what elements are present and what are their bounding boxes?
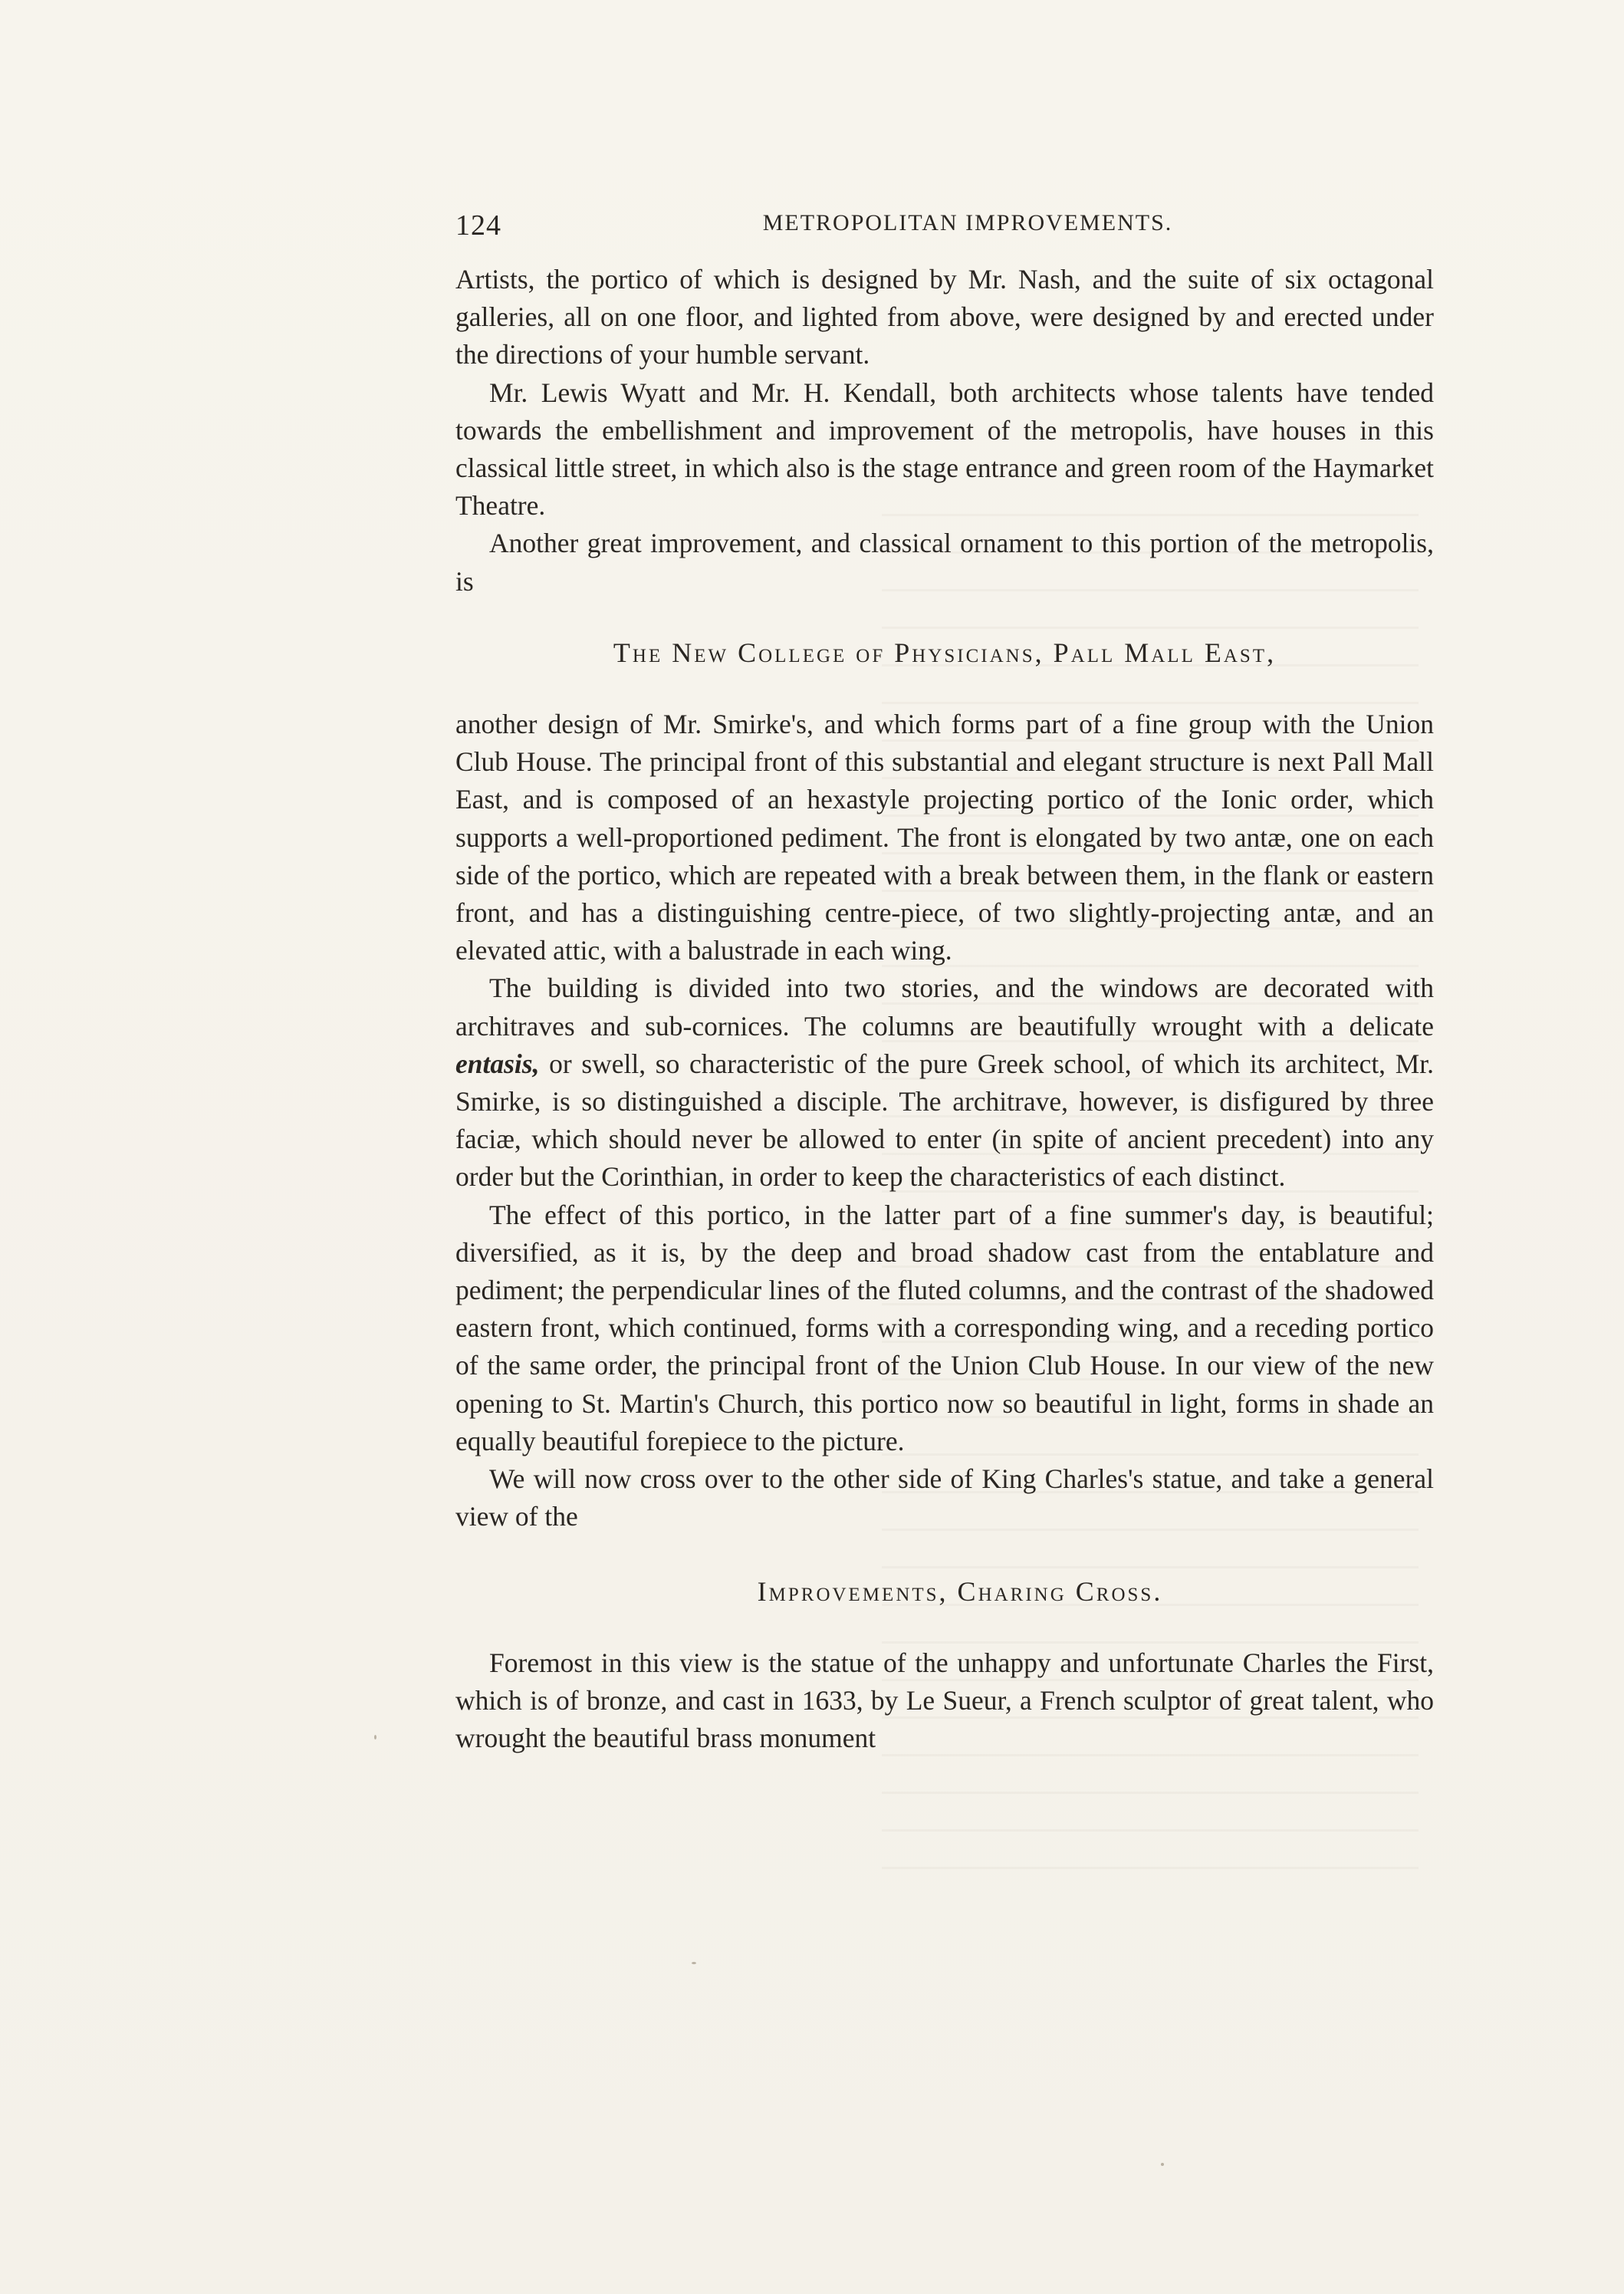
paper-speck bbox=[692, 1962, 696, 1964]
section-heading: Improvements, Charing Cross. bbox=[757, 1575, 1163, 1607]
running-title: METROPOLITAN IMPROVEMENTS. bbox=[762, 210, 1173, 235]
paper-speck bbox=[1161, 2163, 1164, 2166]
italic-term: entasis, bbox=[455, 1048, 540, 1079]
paragraph: Another great improvement, and classical ornament to this portion of the metropolis, is bbox=[455, 528, 1434, 597]
paragraph: We will now cross over to the other side of King Charles's statue, and take a general view of the bbox=[455, 1463, 1434, 1532]
text-run: or swell, so characteristic of the pure Greek school, of which its architect, Mr. Smirke, is so distinguished a disciple. The architrave, however, is disfigured by three faciæ, which should never be allowed to enter (in spite of ancient precedent) into any order but the Corinthian, in order to keep the characteristics of each distinct. bbox=[455, 1048, 1434, 1193]
paper-speck bbox=[374, 1735, 376, 1739]
paragraph: The effect of this portico, in the latter part of a fine summer's day, is beautiful; diversified, as it is, by the deep and broad shadow cast from the entablature and pediment; the perpendicular lines of the fluted columns, and the contrast of the shadowed eastern front, which continued, forms with a corresponding wing, and a receding portico of the same order, the principal front of the Union Club House. In our view of the new opening to St. Martin's Church, this portico now so beautiful in light, forms in shade an equally beautiful forepiece to the picture. bbox=[455, 1199, 1434, 1456]
paragraph: Foremost in this view is the statue of the unhappy and unfortunate Charles the First, which is of bronze, and cast in 1633, by Le Sueur, a French sculptor of great talent, who wrought the beautiful brass monument bbox=[455, 1647, 1434, 1754]
page-number: 124 bbox=[455, 209, 501, 242]
section-heading: The New College of Physicians, Pall Mall East, bbox=[613, 637, 1277, 668]
paragraph: Artists, the portico of which is designed by Mr. Nash, and the suite of six octagonal galleries, all on one floor, and lighted from above, were designed by and erected under the directions of your humble servant. bbox=[455, 264, 1434, 370]
paragraph: another design of Mr. Smirke's, and which forms part of a fine group with the Union Club House. The principal front of this substantial and elegant structure is next Pall Mall East, and is composed of an hexastyle projecting portico of the Ionic order, which supports a well-proportioned pediment. The front is elongated by two antæ, one on each side of the portico, which are repeated with a break between them, in the flank or eastern front, and has a distinguishing centre-piece, of two slightly-projecting antæ, and an elevated attic, with a balustrade in each wing. bbox=[455, 709, 1434, 966]
page-header bbox=[455, 209, 1434, 247]
text-run: The building is divided into two stories, and the windows are decorated with architraves and sub-cornices. The columns are beautifully wrought with a delicate bbox=[455, 973, 1434, 1042]
body-text bbox=[455, 261, 1434, 1757]
paragraph: Mr. Lewis Wyatt and Mr. H. Kendall, both architects whose talents have tended towards the embellishment and improvement of the metropolis, have houses in this classical little street, in which also is the stage entrance and green room of the Haymarket Theatre. bbox=[455, 377, 1434, 522]
paragraph bbox=[455, 969, 1434, 1196]
